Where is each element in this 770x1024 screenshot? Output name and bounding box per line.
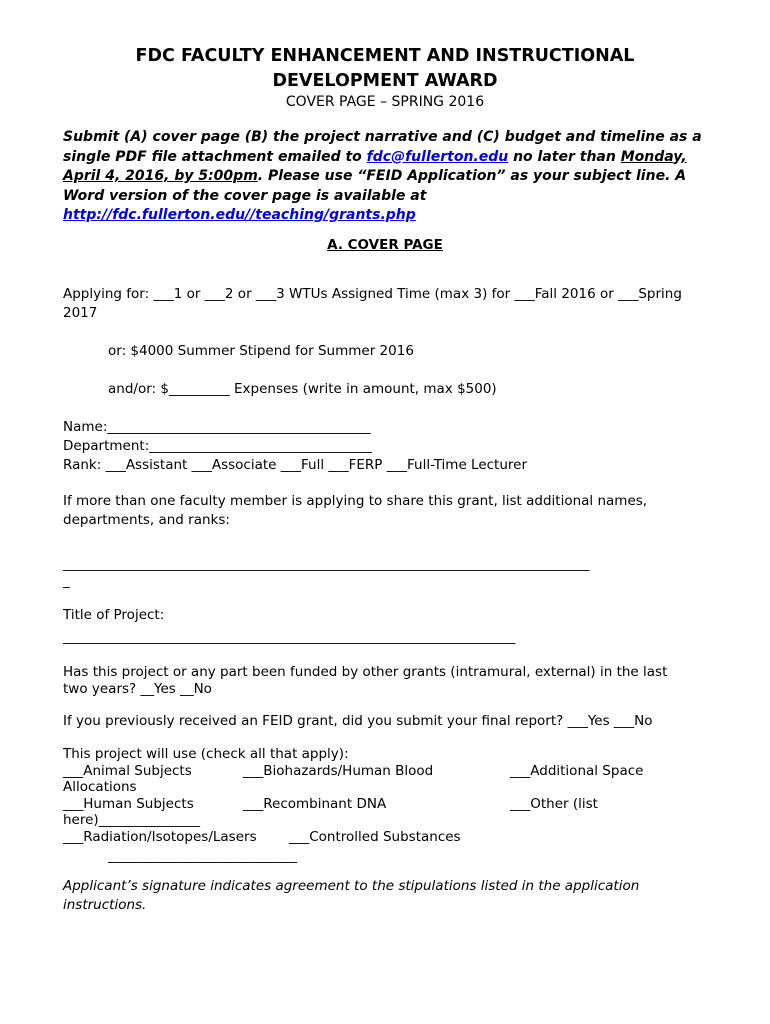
applying-for-line-cont: 2017: [63, 305, 98, 321]
biohazards-option: ___Biohazards/Human Blood: [243, 763, 434, 779]
final-report-question: If you previously received an FEID grant, did you submit your final report? ___Yes ___No: [63, 713, 653, 729]
additional-names-line: ______________________________________________________________________________: [63, 556, 590, 572]
department-field: Department:_________________________________: [63, 438, 372, 454]
project-title-label: Title of Project:: [63, 607, 165, 623]
grants-url-link[interactable]: http://fdc.fullerton.edu//teaching/grants.php: [63, 207, 416, 223]
recombinant-dna-option: ___Recombinant DNA: [243, 796, 387, 812]
section-title: A. COVER PAGE: [327, 237, 443, 253]
stipend-line: or: $4000 Summer Stipend for Summer 2016: [108, 343, 414, 359]
additional-names-line-cont: _: [63, 573, 70, 589]
applying-for-line: Applying for: ___1 or ___2 or ___3 WTUs Assigned Time (max 3) for ___Fall 2016 or ___Spring: [63, 286, 682, 302]
deadline: Monday, April 4, 2016, by 5:00pm: [63, 148, 687, 184]
funded-question-1: Has this project or any part been funded by other grants (intramural, external) in the last: [63, 664, 668, 680]
instructions-text-2: no later than: [508, 148, 621, 165]
instructions-text-3: . Please use “FEID Application” as your subject line. A Word version of the cover page is available at: [63, 168, 687, 204]
signature-line: ____________________________: [108, 848, 297, 864]
project-use-label: This project will use (check all that apply):: [63, 746, 349, 762]
human-subjects-option: ___Human Subjects: [63, 796, 194, 812]
multi-faculty-text-1: If more than one faculty member is applying to share this grant, list additional names,: [63, 493, 648, 509]
signature-note: Applicant’s signature indicates agreement to the stipulations listed in the application instructions.: [63, 878, 640, 913]
additional-space-option: ___Additional Space: [510, 763, 644, 779]
funded-question-2: two years? __Yes __No: [63, 681, 212, 697]
email-link[interactable]: fdc@fullerton.edu: [366, 148, 509, 165]
expenses-line: and/or: $_________ Expenses (write in amount, max $500): [108, 381, 497, 397]
instructions: [63, 128, 713, 226]
rank-field: Rank: ___Assistant ___Associate ___Full ___FERP ___Full-Time Lecturer: [63, 457, 528, 473]
multi-faculty-text-2: departments, and ranks:: [63, 512, 230, 528]
other-here-line: here)_______________: [63, 812, 200, 828]
instructions-text-1: Submit (A) cover page (B) the project narrative and (C) budget and timeline as a single PDF file attachment emailed to: [63, 129, 702, 165]
controlled-substances-option: ___Controlled Substances: [289, 829, 461, 845]
title-line-1: FDC FACULTY ENHANCEMENT AND INSTRUCTIONAL: [135, 46, 635, 66]
name-field: Name:_______________________________________: [63, 419, 371, 435]
animal-subjects-option: ___Animal Subjects: [63, 763, 192, 779]
radiation-option: ___Radiation/Isotopes/Lasers: [63, 829, 257, 845]
subtitle: COVER PAGE – SPRING 2016: [285, 94, 485, 110]
allocations-text: Allocations: [63, 779, 137, 795]
project-title-line: ___________________________________________________________________: [63, 629, 516, 645]
title-line-2: DEVELOPMENT AWARD: [272, 71, 498, 91]
other-option: ___Other (list: [510, 796, 598, 812]
